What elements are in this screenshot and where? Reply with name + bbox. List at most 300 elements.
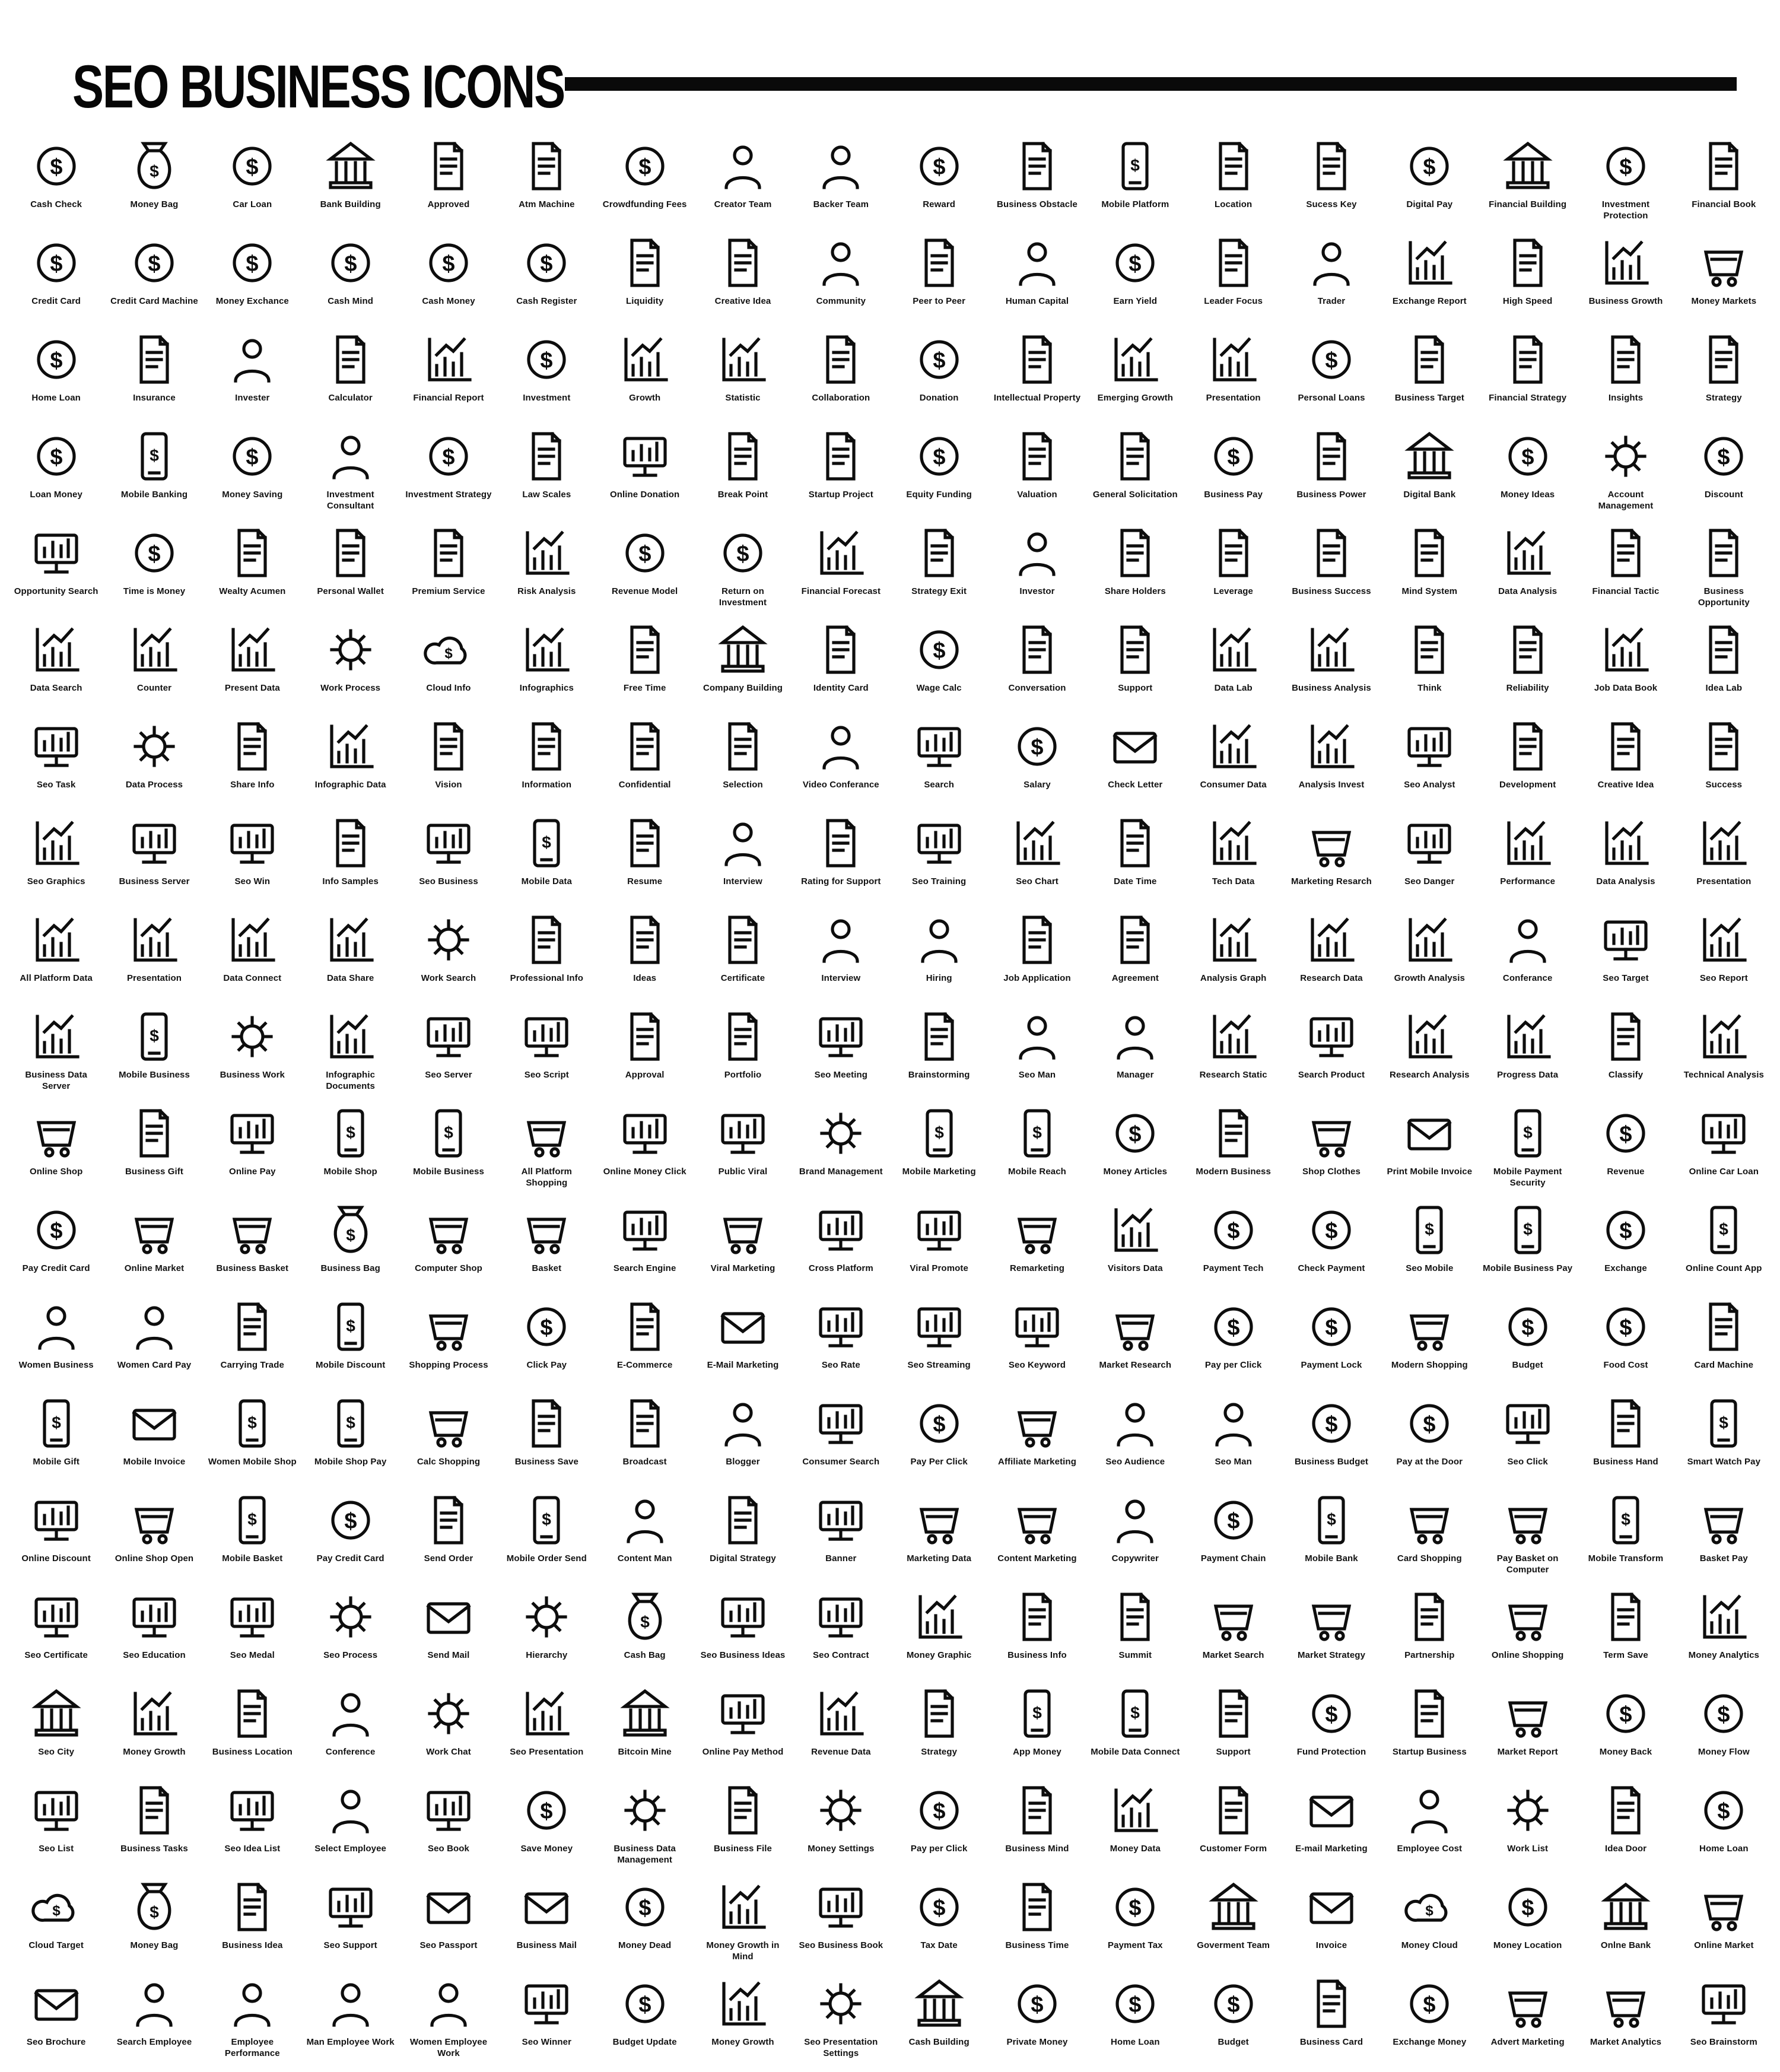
viral-marketing-icon bbox=[714, 1202, 771, 1259]
leverage-icon bbox=[1205, 525, 1262, 581]
money-settings-icon bbox=[812, 1782, 869, 1839]
icon-cell bbox=[204, 1101, 301, 1198]
icon-cell bbox=[204, 328, 301, 424]
icon-label: Present Data bbox=[224, 683, 280, 693]
icon-cell bbox=[1282, 811, 1380, 908]
strategy-exit-icon bbox=[911, 525, 968, 581]
icon-cell bbox=[1576, 1875, 1674, 1972]
icon-label: Business Pay bbox=[1204, 490, 1263, 500]
icon-cell bbox=[1675, 1875, 1773, 1972]
click-pay-icon bbox=[518, 1298, 575, 1355]
page-title: SEO BUSINESS ICONS bbox=[72, 53, 564, 120]
icon-label: Seo Man bbox=[1018, 1070, 1056, 1080]
seo-chart-icon bbox=[1009, 815, 1066, 872]
icon-cell bbox=[792, 328, 890, 424]
cross-platform-icon bbox=[812, 1202, 869, 1259]
app-money-icon bbox=[1009, 1685, 1066, 1742]
icon-cell bbox=[1381, 1005, 1479, 1101]
icon-label: Invoice bbox=[1315, 1940, 1347, 1950]
icon-cell bbox=[7, 1295, 105, 1391]
certificate-icon bbox=[714, 911, 771, 968]
seo-training-icon bbox=[911, 815, 968, 872]
icon-label: App Money bbox=[1013, 1747, 1061, 1757]
icon-cell bbox=[1479, 1488, 1576, 1585]
consumer-search-icon bbox=[812, 1395, 869, 1452]
icon-label: Money Graphic bbox=[906, 1650, 972, 1660]
financial-tactic-icon bbox=[1597, 525, 1654, 581]
icon-cell bbox=[988, 521, 1086, 618]
icon-cell bbox=[1576, 521, 1674, 618]
emerging-growth-icon bbox=[1107, 331, 1164, 388]
icon-label: Business Work bbox=[220, 1070, 285, 1080]
icon-cell bbox=[694, 1295, 792, 1391]
research-analysis-icon bbox=[1401, 1008, 1458, 1065]
research-static-icon bbox=[1205, 1008, 1262, 1065]
icon-cell bbox=[1282, 328, 1380, 424]
icon-label: Online Money Click bbox=[603, 1167, 686, 1177]
onlne-bank-icon bbox=[1597, 1879, 1654, 1936]
icon-label: Seo Business Book bbox=[799, 1940, 883, 1950]
icon-label: Money Data bbox=[1110, 1844, 1161, 1854]
icon-cell bbox=[301, 1198, 399, 1295]
home-loan-icon bbox=[28, 331, 85, 388]
icon-label: Public Viral bbox=[718, 1167, 768, 1177]
icon-cell bbox=[596, 424, 694, 521]
business-analysis-icon bbox=[1303, 621, 1360, 678]
business-basket-icon bbox=[224, 1202, 281, 1259]
icon-label: Business Success bbox=[1292, 586, 1371, 596]
icon-label: Seo Chart bbox=[1016, 876, 1059, 886]
conferance-icon bbox=[1499, 911, 1556, 968]
icon-cell bbox=[105, 424, 203, 521]
mobile-transform-icon bbox=[1597, 1492, 1654, 1549]
icon-label: Online Car Loan bbox=[1689, 1167, 1759, 1177]
print-mobile-invoice-icon bbox=[1401, 1105, 1458, 1162]
mobile-platform-icon bbox=[1107, 138, 1164, 195]
icon-cell bbox=[1479, 1972, 1576, 2068]
icon-cell bbox=[1576, 1778, 1674, 1875]
icon-cell bbox=[1675, 1488, 1773, 1585]
icon-label: Brand Management bbox=[799, 1167, 883, 1177]
icon-cell bbox=[1675, 1005, 1773, 1101]
icon-label: Peer to Peer bbox=[913, 296, 966, 306]
intellectual-property-icon bbox=[1009, 331, 1066, 388]
icon-cell bbox=[596, 1391, 694, 1488]
icon-label: Seo Meeting bbox=[814, 1070, 868, 1080]
data-analysis-icon bbox=[1597, 815, 1654, 872]
icon-label: Seo Idea List bbox=[224, 1844, 281, 1854]
icon-cell bbox=[1086, 424, 1184, 521]
icon-label: Pay Per Click bbox=[910, 1457, 968, 1467]
community-icon bbox=[812, 234, 869, 291]
icon-label: Payment Tech bbox=[1203, 1263, 1264, 1273]
icon-label: Financial Book bbox=[1692, 199, 1756, 209]
basket-pay-icon bbox=[1695, 1492, 1752, 1549]
icon-cell bbox=[105, 1585, 203, 1682]
icon-cell bbox=[890, 1295, 988, 1391]
tax-date-icon bbox=[911, 1879, 968, 1936]
collaboration-icon bbox=[812, 331, 869, 388]
icon-label: Selection bbox=[723, 780, 763, 790]
icon-label: Summit bbox=[1118, 1650, 1152, 1660]
icon-cell bbox=[1086, 134, 1184, 231]
icon-cell bbox=[1282, 1778, 1380, 1875]
icon-label: Online Market bbox=[1694, 1940, 1754, 1950]
icon-cell bbox=[1184, 424, 1282, 521]
icon-label: Basket bbox=[532, 1263, 562, 1273]
icon-cell bbox=[105, 521, 203, 618]
icon-label: Onlne Bank bbox=[1600, 1940, 1651, 1950]
data-analysis-icon bbox=[1499, 525, 1556, 581]
icon-label: Cash Money bbox=[422, 296, 475, 306]
icon-label: Approved bbox=[427, 199, 470, 209]
icon-cell bbox=[7, 1778, 105, 1875]
icon-cell bbox=[399, 1875, 497, 1972]
icon-cell bbox=[1184, 1295, 1282, 1391]
icon-label: E-Mail Marketing bbox=[707, 1360, 779, 1370]
icon-label: Online Shopping bbox=[1491, 1650, 1564, 1660]
icon-label: Premium Service bbox=[412, 586, 485, 596]
icon-cell bbox=[988, 811, 1086, 908]
icon-label: Strategy bbox=[921, 1747, 958, 1757]
icon-cell bbox=[792, 1391, 890, 1488]
seo-report-icon bbox=[1695, 911, 1752, 968]
icon-cell bbox=[890, 1488, 988, 1585]
business-budget-icon bbox=[1303, 1395, 1360, 1452]
icon-cell bbox=[1282, 1682, 1380, 1778]
icon-label: Interview bbox=[723, 876, 762, 886]
icon-cell bbox=[1282, 618, 1380, 714]
pay-per-click-icon bbox=[911, 1395, 968, 1452]
icon-label: Money Exchance bbox=[215, 296, 289, 306]
icon-cell bbox=[105, 1972, 203, 2068]
icon-cell bbox=[7, 1682, 105, 1778]
mobile-discount-icon bbox=[322, 1298, 379, 1355]
icon-cell bbox=[498, 714, 596, 811]
icon-label: Financial Report bbox=[413, 393, 484, 403]
classify-icon bbox=[1597, 1008, 1654, 1065]
startup-business-icon bbox=[1401, 1685, 1458, 1742]
salary-icon bbox=[1009, 718, 1066, 775]
icon-cell bbox=[694, 1488, 792, 1585]
budget-icon bbox=[1499, 1298, 1556, 1355]
icon-label: Mobile Gift bbox=[33, 1457, 80, 1467]
icon-cell bbox=[7, 1198, 105, 1295]
icon-label: Market Search bbox=[1202, 1650, 1264, 1660]
icon-label: Cash Building bbox=[908, 2037, 970, 2047]
personal-loans-icon bbox=[1303, 331, 1360, 388]
icon-cell bbox=[301, 1875, 399, 1972]
mobile-banking-icon bbox=[126, 428, 183, 485]
icon-cell bbox=[890, 1391, 988, 1488]
icon-label: Calculator bbox=[328, 393, 373, 403]
atm-machine-icon bbox=[518, 138, 575, 195]
icon-label: Pay per Click bbox=[910, 1844, 968, 1854]
icon-label: Food Cost bbox=[1603, 1360, 1648, 1370]
icon-cell bbox=[1576, 618, 1674, 714]
trader-icon bbox=[1303, 234, 1360, 291]
icon-cell bbox=[596, 1198, 694, 1295]
online-discount-icon bbox=[28, 1492, 85, 1549]
icon-cell bbox=[1675, 618, 1773, 714]
icon-label: Business Analysis bbox=[1292, 683, 1371, 693]
icon-label: Mobile Order Send bbox=[506, 1553, 587, 1563]
icon-cell bbox=[204, 521, 301, 618]
icon-label: Support bbox=[1118, 683, 1153, 693]
business-power-icon bbox=[1303, 428, 1360, 485]
icon-label: Seo Streaming bbox=[907, 1360, 971, 1370]
risk-analysis-icon bbox=[518, 525, 575, 581]
icon-label: Research Data bbox=[1300, 973, 1363, 983]
pay-per-click-icon bbox=[911, 1782, 968, 1839]
icon-cell bbox=[1184, 908, 1282, 1005]
seo-target-icon bbox=[1597, 911, 1654, 968]
icon-label: General Solicitation bbox=[1092, 490, 1178, 500]
icon-cell bbox=[301, 1488, 399, 1585]
infographics-icon bbox=[518, 621, 575, 678]
icon-label: Mobile Payment Security bbox=[1493, 1167, 1562, 1188]
seo-presentation-settings-icon bbox=[812, 1975, 869, 2032]
payment-tax-icon bbox=[1107, 1879, 1164, 1936]
icon-cell bbox=[596, 1005, 694, 1101]
icon-label: Seo Contract bbox=[813, 1650, 869, 1660]
icon-cell bbox=[399, 424, 497, 521]
business-target-icon bbox=[1401, 331, 1458, 388]
mobile-data-icon bbox=[518, 815, 575, 872]
icon-cell bbox=[596, 714, 694, 811]
icon-label: Success bbox=[1705, 780, 1743, 790]
icon-cell bbox=[7, 1005, 105, 1101]
icon-label: Calc Shopping bbox=[417, 1457, 481, 1467]
icon-label: Save Money bbox=[520, 1844, 573, 1854]
icon-label: Data Share bbox=[326, 973, 374, 983]
icon-label: Viral Marketing bbox=[710, 1263, 775, 1273]
icon-label: Approval bbox=[625, 1070, 665, 1080]
icon-label: Share Info bbox=[230, 780, 275, 790]
business-opportunity-icon bbox=[1695, 525, 1752, 581]
icon-label: Payment Tax bbox=[1108, 1940, 1163, 1950]
icon-cell bbox=[1184, 1101, 1282, 1198]
seo-rate-icon bbox=[812, 1298, 869, 1355]
modern-business-icon bbox=[1205, 1105, 1262, 1162]
online-count-app-icon bbox=[1695, 1202, 1752, 1259]
icon-label: Analysis Invest bbox=[1298, 780, 1365, 790]
icon-label: Modern Business bbox=[1196, 1167, 1271, 1177]
icon-label: Data Lab bbox=[1214, 683, 1253, 693]
icon-label: Creator Team bbox=[714, 199, 772, 209]
icon-label: Business Budget bbox=[1294, 1457, 1368, 1467]
money-dead-icon bbox=[616, 1879, 673, 1936]
business-obstacle-icon bbox=[1009, 138, 1066, 195]
icon-label: Seo Certificate bbox=[24, 1650, 88, 1660]
seo-certificate-icon bbox=[28, 1588, 85, 1645]
icon-label: Mobile Shop bbox=[323, 1167, 377, 1177]
icon-label: All Platform Shopping bbox=[521, 1167, 572, 1188]
icon-cell bbox=[792, 908, 890, 1005]
icon-cell bbox=[792, 1682, 890, 1778]
icon-cell bbox=[301, 1391, 399, 1488]
technical-analysis-icon bbox=[1695, 1008, 1752, 1065]
icon-cell bbox=[1184, 618, 1282, 714]
icon-label: Risk Analysis bbox=[517, 586, 576, 596]
icon-label: Online Donation bbox=[609, 490, 680, 500]
icon-label: Personal Wallet bbox=[317, 586, 384, 596]
icon-cell bbox=[1479, 328, 1576, 424]
icon-label: Seo Business Ideas bbox=[700, 1650, 786, 1660]
icon-label: Mobile Transform bbox=[1588, 1553, 1664, 1563]
icon-label: Money Articles bbox=[1103, 1167, 1168, 1177]
money-growth-icon bbox=[126, 1685, 183, 1742]
icon-label: Opportunity Search bbox=[14, 586, 98, 596]
icon-label: Break Point bbox=[717, 490, 768, 500]
icon-cell bbox=[1479, 908, 1576, 1005]
support-icon bbox=[1205, 1685, 1262, 1742]
content-man-icon bbox=[616, 1492, 673, 1549]
seo-education-icon bbox=[126, 1588, 183, 1645]
food-cost-icon bbox=[1597, 1298, 1654, 1355]
reliability-icon bbox=[1499, 621, 1556, 678]
icon-cell bbox=[1479, 1005, 1576, 1101]
analysis-invest-icon bbox=[1303, 718, 1360, 775]
icon-cell bbox=[890, 618, 988, 714]
icon-cell bbox=[1086, 521, 1184, 618]
icon-label: Money Bag bbox=[130, 1940, 179, 1950]
icon-cell bbox=[204, 134, 301, 231]
cloud-target-icon bbox=[28, 1879, 85, 1936]
seo-support-icon bbox=[322, 1879, 379, 1936]
icon-label: Confidential bbox=[618, 780, 671, 790]
icon-cell bbox=[792, 1585, 890, 1682]
icon-label: Money Markets bbox=[1691, 296, 1757, 306]
approved-icon bbox=[420, 138, 477, 195]
statistic-icon bbox=[714, 331, 771, 388]
icon-label: Hiring bbox=[926, 973, 952, 983]
money-bag-icon bbox=[126, 1879, 183, 1936]
icon-cell bbox=[301, 1778, 399, 1875]
cash-bag-icon bbox=[616, 1588, 673, 1645]
icon-cell bbox=[1282, 1101, 1380, 1198]
icon-cell bbox=[204, 1875, 301, 1972]
icon-cell bbox=[792, 714, 890, 811]
money-flow-icon bbox=[1695, 1685, 1752, 1742]
icon-cell bbox=[399, 521, 497, 618]
icon-label: Donation bbox=[919, 393, 959, 403]
icon-cell bbox=[105, 1875, 203, 1972]
icon-label: Money Flow bbox=[1698, 1747, 1750, 1757]
business-file-icon bbox=[714, 1782, 771, 1839]
icon-cell bbox=[988, 1585, 1086, 1682]
interview-icon bbox=[714, 815, 771, 872]
business-card-icon bbox=[1303, 1975, 1360, 2032]
icon-cell bbox=[792, 521, 890, 618]
icon-cell bbox=[301, 908, 399, 1005]
icon-cell bbox=[890, 1005, 988, 1101]
icon-label: Valuation bbox=[1017, 490, 1057, 500]
icon-label: Banner bbox=[825, 1553, 857, 1563]
insights-icon bbox=[1597, 331, 1654, 388]
icon-label: Equity Funding bbox=[906, 490, 972, 500]
conversation-icon bbox=[1009, 621, 1066, 678]
icon-label: Business Idea bbox=[222, 1940, 283, 1950]
icon-cell bbox=[399, 134, 497, 231]
online-donation-icon bbox=[616, 428, 673, 485]
home-loan-icon bbox=[1695, 1782, 1752, 1839]
icon-cell bbox=[1282, 521, 1380, 618]
icon-label: Presentation bbox=[1206, 393, 1261, 403]
seo-business-ideas-icon bbox=[714, 1588, 771, 1645]
icon-cell bbox=[498, 521, 596, 618]
icon-label: Certificate bbox=[720, 973, 765, 983]
icon-cell bbox=[596, 811, 694, 908]
icon-cell bbox=[301, 328, 399, 424]
money-cloud-icon bbox=[1401, 1879, 1458, 1936]
icon-label: Seo Education bbox=[123, 1650, 186, 1660]
icon-cell bbox=[988, 328, 1086, 424]
icon-cell bbox=[498, 1101, 596, 1198]
money-location-icon bbox=[1499, 1879, 1556, 1936]
icon-label: Investor bbox=[1019, 586, 1055, 596]
icon-cell bbox=[105, 134, 203, 231]
icon-cell bbox=[105, 328, 203, 424]
computer-shop-icon bbox=[420, 1202, 477, 1259]
icon-label: Mobile Data Connect bbox=[1091, 1747, 1180, 1757]
icon-label: Info Samples bbox=[322, 876, 379, 886]
time-is-money-icon bbox=[126, 525, 183, 581]
online-pay-icon bbox=[224, 1105, 281, 1162]
icon-label: Location bbox=[1215, 199, 1253, 209]
account-management-icon bbox=[1597, 428, 1654, 485]
business-mind-icon bbox=[1009, 1782, 1066, 1839]
icon-label: Seo Task bbox=[36, 780, 76, 790]
icon-label: Business Save bbox=[514, 1457, 578, 1467]
icon-cell bbox=[399, 1101, 497, 1198]
icon-cell bbox=[1675, 1778, 1773, 1875]
icon-cell bbox=[1381, 811, 1479, 908]
money-markets-icon bbox=[1695, 234, 1752, 291]
icon-label: Women Employee Work bbox=[409, 2037, 488, 2059]
icon-cell bbox=[988, 1778, 1086, 1875]
icon-label: Payment Chain bbox=[1200, 1553, 1266, 1563]
icon-label: Money Dead bbox=[618, 1940, 672, 1950]
icon-label: Check Payment bbox=[1298, 1263, 1365, 1273]
icon-label: Search bbox=[924, 780, 954, 790]
icon-label: Insights bbox=[1608, 393, 1644, 403]
bitcoin-mine-icon bbox=[616, 1685, 673, 1742]
mobile-gift-icon bbox=[28, 1395, 85, 1452]
icon-label: Cash Bag bbox=[624, 1650, 666, 1660]
icon-label: Seo Graphics bbox=[27, 876, 85, 886]
icon-label: Law Scales bbox=[522, 490, 571, 500]
strategy-icon bbox=[1695, 331, 1752, 388]
shop-clothes-icon bbox=[1303, 1105, 1360, 1162]
women-business-icon bbox=[28, 1298, 85, 1355]
icon-cell bbox=[1675, 521, 1773, 618]
online-shop-open-icon bbox=[126, 1492, 183, 1549]
icon-label: Mobile Data bbox=[521, 876, 572, 886]
valuation-icon bbox=[1009, 428, 1066, 485]
liquidity-icon bbox=[616, 234, 673, 291]
icon-label: Online Count App bbox=[1686, 1263, 1762, 1273]
insurance-icon bbox=[126, 331, 183, 388]
financial-forecast-icon bbox=[812, 525, 869, 581]
business-time-icon bbox=[1009, 1879, 1066, 1936]
seo-list-icon bbox=[28, 1782, 85, 1839]
icon-label: Data Analysis bbox=[1498, 586, 1558, 596]
business-work-icon bbox=[224, 1008, 281, 1065]
icon-cell bbox=[301, 811, 399, 908]
infographic-data-icon bbox=[322, 718, 379, 775]
cash-mind-icon bbox=[322, 234, 379, 291]
